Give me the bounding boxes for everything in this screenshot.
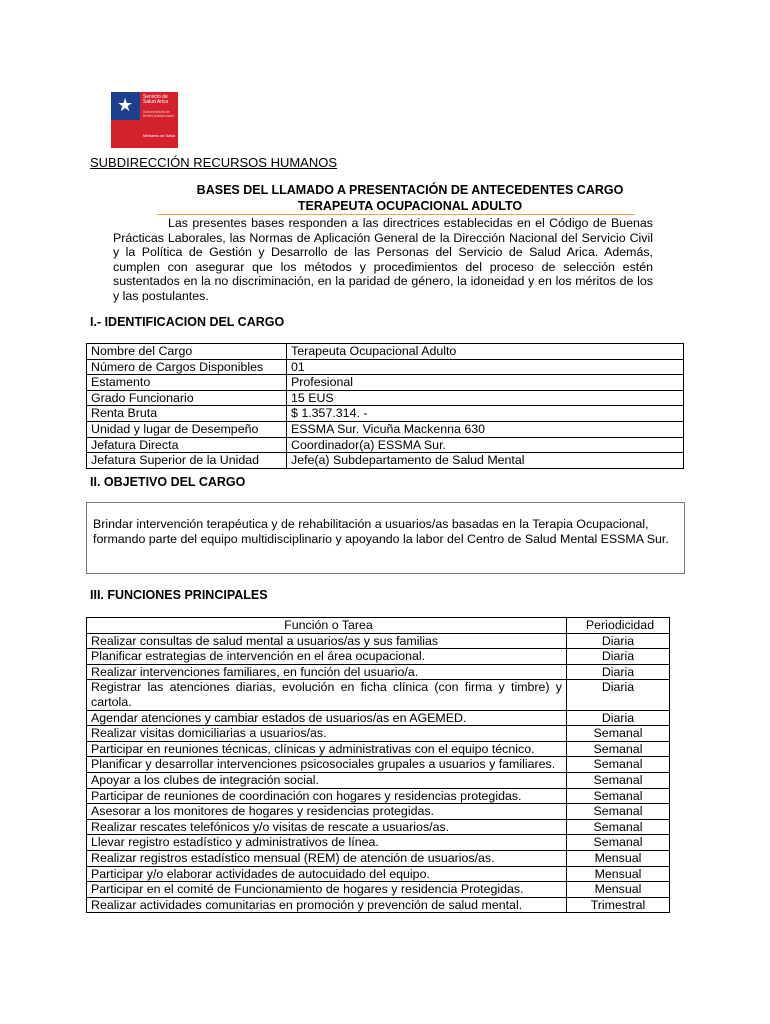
function-period: Semanal — [567, 835, 670, 851]
table-row — [87, 421, 684, 437]
section2-heading: II. OBJETIVO DEL CARGO — [90, 475, 246, 489]
field-value: Terapeuta Ocupacional Adulto — [287, 344, 684, 360]
field-value: ESSMA Sur. Vicuña Mackenna 630 — [287, 421, 684, 437]
field-label: Renta Bruta — [87, 406, 287, 422]
table-row — [87, 710, 670, 726]
title-rule — [157, 214, 635, 215]
function-period: Semanal — [567, 757, 670, 773]
function-task: Realizar intervenciones familiares, en función del usuario/a. — [87, 664, 567, 680]
intro-paragraph: Las presentes bases responden a las directrices establecidas en el Código de Buenas Prácticas Laborales, las Normas de Aplicación General de la Dirección Nacional del Servicio Civil y la Política de Gestión y Desarrollo de las Personas del Servicio de Salud Arica. Además, cumplen con asegurar que los métodos y procedimientos del proceso de selección estén sustentados en la no discriminación, en la paridad de género, la idoneidad y en los méritos de los y las postulantes. — [113, 216, 653, 303]
field-label: Número de Cargos Disponibles — [87, 359, 287, 375]
function-task: Planificar y desarrollar intervenciones psicosociales grupales a usuarios y familiares. — [87, 757, 567, 773]
function-task: Registrar las atenciones diarias, evolución en ficha clínica (con firma y timbre) y cartola. — [87, 680, 567, 710]
field-value: 01 — [287, 359, 684, 375]
field-value: 15 EUS — [287, 390, 684, 406]
table-row — [87, 772, 670, 788]
logo-line2: Subsecretaría de Redes Asistenciales — [143, 110, 175, 118]
table-row — [87, 866, 670, 882]
function-period: Mensual — [567, 850, 670, 866]
period-column-header: Periodicidad — [567, 618, 670, 634]
document-title-line1: BASES DEL LLAMADO A PRESENTACIÓN DE ANTECEDENTES CARGO — [196, 183, 624, 197]
field-label: Jefatura Superior de la Unidad — [87, 453, 287, 469]
subdireccion-heading: SUBDIRECCIÓN RECURSOS HUMANOS — [90, 155, 338, 170]
table-row — [87, 680, 670, 710]
function-period: Semanal — [567, 772, 670, 788]
field-label: Unidad y lugar de Desempeño — [87, 421, 287, 437]
function-task: Planificar estrategias de intervención en el área ocupacional. — [87, 649, 567, 665]
logo-line3: Ministerio de Salud — [143, 134, 176, 138]
function-period: Trimestral — [567, 897, 670, 913]
field-label: Jefatura Directa — [87, 437, 287, 453]
table-row — [87, 437, 684, 453]
function-task: Participar en reuniones técnicas, clínicas y administrativas con el equipo técnico. — [87, 741, 567, 757]
table-row — [87, 835, 670, 851]
table-row — [87, 819, 670, 835]
function-column-header: Función o Tarea — [87, 618, 567, 634]
table-row — [87, 897, 670, 913]
function-period: Diaria — [567, 710, 670, 726]
function-task: Realizar rescates telefónicos y/o visitas de rescate a usuarios/as. — [87, 819, 567, 835]
table-row — [87, 726, 670, 742]
function-task: Realizar consultas de salud mental a usuarios/as y sus familias — [87, 633, 567, 649]
function-task: Llevar registro estadístico y administrativos de línea. — [87, 835, 567, 851]
function-period: Diaria — [567, 633, 670, 649]
field-value: Coordinador(a) ESSMA Sur. — [287, 437, 684, 453]
function-task: Participar de reuniones de coordinación con hogares y residencias protegidas. — [87, 788, 567, 804]
field-label: Grado Funcionario — [87, 390, 287, 406]
function-period: Semanal — [567, 788, 670, 804]
table-row — [87, 804, 670, 820]
table-row — [87, 757, 670, 773]
document-title-line2: TERAPEUTA OCUPACIONAL ADULTO — [297, 199, 523, 213]
table-row — [87, 359, 684, 375]
field-label: Nombre del Cargo — [87, 344, 287, 360]
function-period: Semanal — [567, 819, 670, 835]
field-value: Profesional — [287, 375, 684, 391]
table-row — [87, 741, 670, 757]
functions-table — [86, 617, 670, 913]
table-row — [87, 453, 684, 469]
field-label: Estamento — [87, 375, 287, 391]
table-row — [87, 406, 684, 422]
field-value: $ 1.357.314. - — [287, 406, 684, 422]
table-row — [87, 788, 670, 804]
table-row — [87, 850, 670, 866]
field-value: Jefe(a) Subdepartamento de Salud Mental — [287, 453, 684, 469]
function-task: Participar en el comité de Funcionamiento de hogares y residencia Protegidas. — [87, 882, 567, 898]
function-period: Diaria — [567, 649, 670, 665]
function-period: Semanal — [567, 804, 670, 820]
function-task: Participar y/o elaborar actividades de autocuidado del equipo. — [87, 866, 567, 882]
function-period: Mensual — [567, 882, 670, 898]
logo-line1: Servicio de Salud Arica — [143, 94, 169, 105]
function-task: Agendar atenciones y cambiar estados de usuarios/as en AGEMED. — [87, 710, 567, 726]
function-period: Semanal — [567, 726, 670, 742]
section3-heading: III. FUNCIONES PRINCIPALES — [90, 588, 268, 602]
function-task: Asesorar a los monitores de hogares y residencias protegidas. — [87, 804, 567, 820]
section1-heading: I.- IDENTIFICACION DEL CARGO — [90, 315, 285, 329]
table-row — [87, 344, 684, 360]
table-row — [87, 882, 670, 898]
function-period: Diaria — [567, 664, 670, 680]
table-row — [87, 633, 670, 649]
function-period: Mensual — [567, 866, 670, 882]
star-icon: ★ — [117, 95, 134, 115]
function-period: Diaria — [567, 680, 670, 710]
function-task: Realizar registros estadístico mensual (REM) de atención de usuarios/as. — [87, 850, 567, 866]
function-task: Apoyar a los clubes de integración social. — [87, 772, 567, 788]
institution-logo — [111, 92, 178, 148]
function-task: Realizar actividades comunitarias en promoción y prevención de salud mental. — [87, 897, 567, 913]
objective-box: Brindar intervención terapéutica y de rehabilitación a usuarios/as basadas en la Terapia Ocupacional, formando parte del equipo multidisciplinario y apoyando la labor del Centro de Salud Mental ESSMA Sur. — [86, 502, 685, 574]
table-row — [87, 649, 670, 665]
table-row — [87, 390, 684, 406]
function-period: Semanal — [567, 741, 670, 757]
table-row — [87, 375, 684, 391]
identification-table — [86, 343, 684, 469]
function-task: Realizar visitas domiciliarias a usuarios/as. — [87, 726, 567, 742]
table-row — [87, 664, 670, 680]
